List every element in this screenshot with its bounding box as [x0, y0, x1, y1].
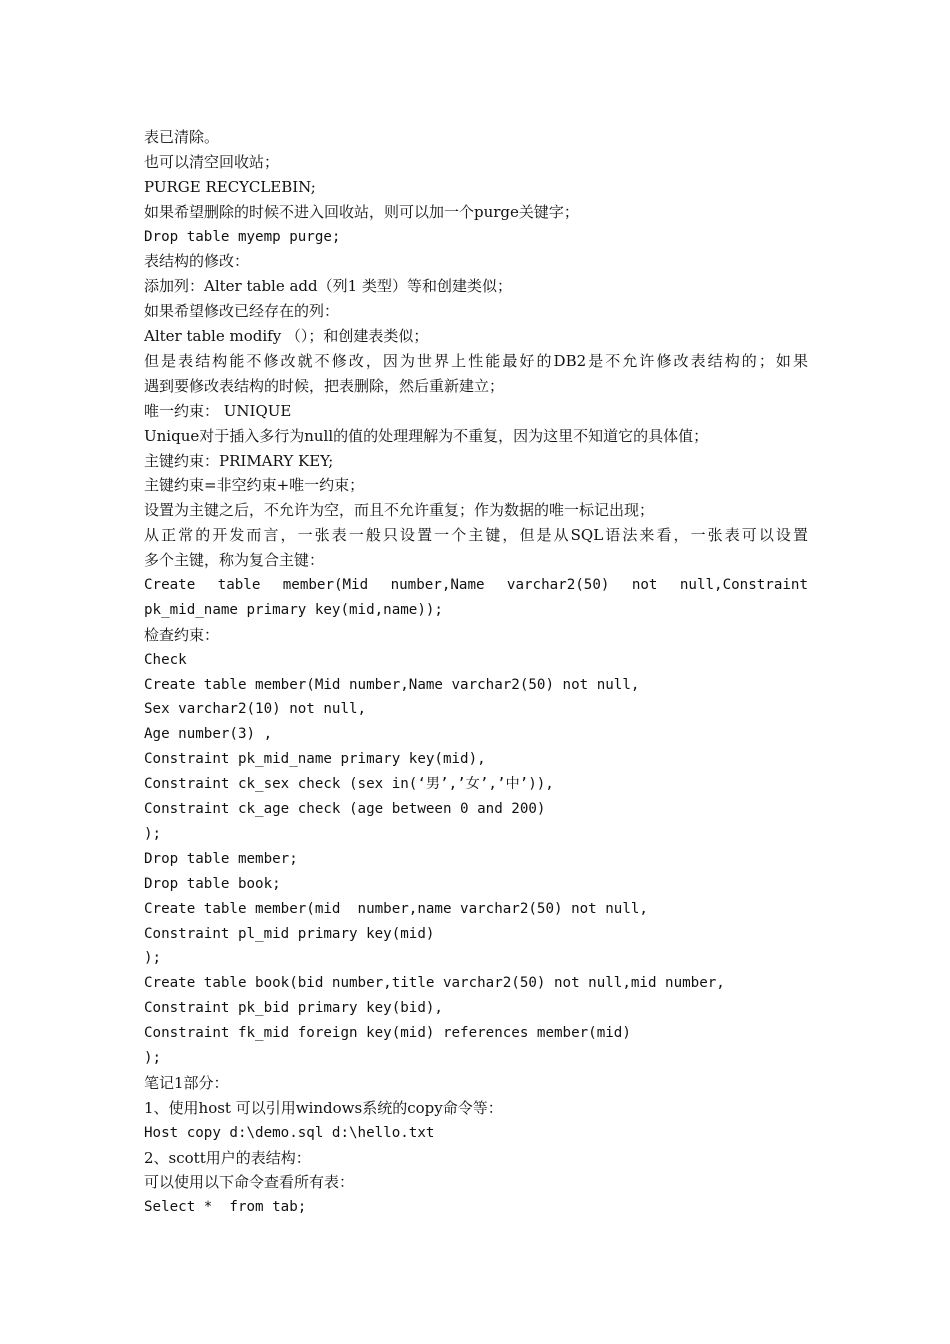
code-line: Select * from tab; — [144, 1199, 307, 1216]
text-line: 从正常的开发而言，一张表一般只设置一个主键，但是从SQL语法来看，一张表可以设置 — [144, 526, 808, 545]
code-line: Constraint pk_mid_name primary key(mid), — [144, 751, 486, 768]
code-line: Constraint pk_bid primary key(bid), — [144, 1000, 443, 1017]
text-line: 遇到要修改表结构的时候，把表删除，然后重新建立； — [144, 376, 505, 395]
code-line: Create table member(Mid number,Name varchar2(50) not null, — [144, 676, 640, 693]
code-line: Constraint pl_mid primary key(mid) — [144, 925, 435, 942]
text-line: 1、使用host 可以引用windows系统的copy命令等： — [144, 1098, 503, 1117]
text-line: 主键约束：PRIMARY KEY; — [144, 451, 334, 470]
code-line: pk_mid_name primary key(mid,name)); — [144, 601, 443, 618]
code-line: ); — [144, 950, 162, 967]
code-line: Drop table book; — [144, 875, 281, 892]
code-line: Sex varchar2(10) not null, — [144, 701, 367, 718]
code-line: Drop table myemp purge; — [144, 228, 341, 245]
text-line: 但是表结构能不修改就不修改，因为世界上性能最好的DB2是不允许修改表结构的；如果 — [144, 352, 808, 371]
text-line: 可以使用以下命令查看所有表： — [144, 1173, 355, 1192]
code-line: Check — [144, 651, 187, 668]
text-line: 添加列：Alter table add（列1 类型）等和创建类似； — [144, 277, 512, 296]
text-line: 如果希望删除的时候不进入回收站，则可以加一个purge关键字； — [144, 202, 579, 221]
text-line: 2、scott用户的表结构： — [144, 1148, 311, 1167]
text-line: 设置为主键之后，不允许为空，而且不允许重复；作为数据的唯一标记出现； — [144, 501, 655, 520]
code-line: Constraint ck_age check (age between 0 and 200) — [144, 801, 546, 818]
code-line: Create table book(bid number,title varchar2(50) not null,mid number, — [144, 975, 725, 992]
text-line: 检查约束： — [144, 625, 220, 644]
text-line: Alter table modify （）；和创建表类似； — [144, 327, 429, 346]
code-line: ); — [144, 1049, 162, 1066]
text-line: 多个主键，称为复合主键： — [144, 551, 325, 570]
text-line: 主键约束=非空约束+唯一约束； — [144, 476, 365, 495]
text-line: 也可以清空回收站； — [144, 152, 280, 171]
text-line: 唯一约束： UNIQUE — [144, 401, 292, 420]
code-line: ); — [144, 825, 162, 842]
text-line: 表已清除。 — [144, 128, 220, 146]
text-line: 笔记1部分： — [144, 1073, 229, 1092]
code-line: Create table member(Mid number,Name varchar2(50) not null,Constraint — [144, 577, 808, 594]
code-line: Constraint ck_sex check (sex in(‘男’,’女’,’中’)), — [144, 776, 554, 793]
code-line: Drop table member; — [144, 850, 298, 867]
text-line: PURGE RECYCLEBIN; — [144, 177, 316, 196]
code-line: Age number(3) , — [144, 726, 273, 743]
code-line: Constraint fk_mid foreign key(mid) references member(mid) — [144, 1025, 631, 1042]
code-line: Host copy d:\demo.sql d:\hello.txt — [144, 1124, 435, 1141]
text-line: 如果希望修改已经存在的列： — [144, 302, 340, 321]
text-line: 表结构的修改： — [144, 252, 250, 271]
document-body — [144, 125, 808, 1220]
text-line: Unique对于插入多行为null的值的处理理解为不重复，因为这里不知道它的具体值； — [144, 426, 709, 445]
code-line: Create table member(mid number,name varchar2(50) not null, — [144, 900, 648, 917]
